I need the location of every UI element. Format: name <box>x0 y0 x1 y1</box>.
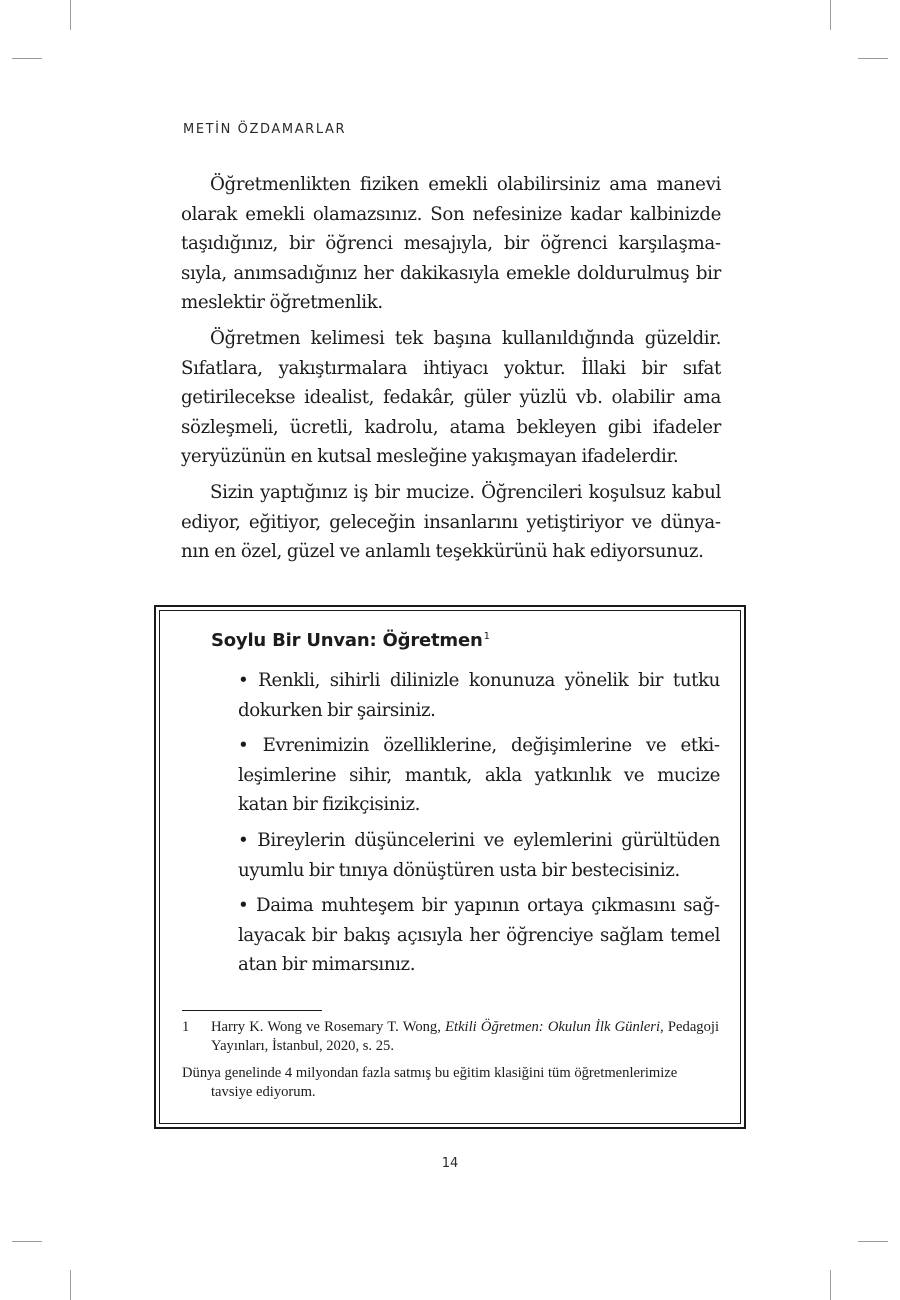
bullet-list <box>238 666 720 986</box>
page-number: 14 <box>441 1156 459 1171</box>
crop-mark <box>830 1270 831 1300</box>
crop-mark <box>70 1270 71 1300</box>
footnote-publisher: , Pedagoji Yayınları, İstanbul, 2020, s. 25. <box>211 1019 719 1054</box>
bullet-item: • Daima muhteşem bir yapının ortaya çıkmasını sağlayacak bir bakış açısıyla her öğrenciye sağlam temel atan bir mimarsınız. <box>238 895 720 976</box>
crop-mark <box>12 58 42 59</box>
footnote-note <box>182 1064 719 1102</box>
paragraph: Öğretmen kelimesi tek başına kullanıldığında güzeldir. Sıfatlara, yakıştırmalara ihtiyacı yoktur. İllaki bir sıfat getirilecekse idealist, fedakâr, güler yüzlü vb. olabilir ama sözleşmeli, ücretli, kadrolu, atama bekleyen gibi ifadeler yeryüzünün en kutsal mesleğine yakışmayan ifadelerdir. <box>181 327 721 468</box>
paragraph: Öğretmenlikten fiziken emekli olabilirsiniz ama manevi olarak emekli olamazsınız. Son nefesinize kadar kalbinizde taşıdığınız, bir öğrenci mesajıyla, bir öğrenci karşılaşmasıyla, anımsadığınız her dakikasıyla emekle doldurulmuş bir meslektir öğretmenlik. <box>181 174 721 314</box>
running-head: METİN ÖZDAMARLAR <box>183 122 347 137</box>
footnote-citation <box>211 1018 719 1056</box>
crop-mark <box>830 0 831 30</box>
footnote-authors: Harry K. Wong ve Rosemary T. Wong, <box>211 1019 441 1035</box>
footnote-note-line: tavsiye ediyorum. <box>211 1084 316 1100</box>
paragraph: Sizin yaptığınız iş bir mucize. Öğrencileri koşulsuz kabul ediyor, eğitiyor, geleceğin insanlarını yetiştiriyor ve dünyanın en özel, güzel ve anlamlı teşekkürünü hak ediyorsunuz. <box>181 481 721 563</box>
box-title-text: Soylu Bir Unvan: Öğretmen <box>211 630 483 651</box>
crop-mark <box>12 1241 42 1242</box>
crop-mark <box>858 58 888 59</box>
footnote-number: 1 <box>182 1019 190 1035</box>
footnote-book-title: Etkili Öğretmen: Okulun İlk Günleri <box>445 1019 661 1035</box>
body-text <box>181 170 721 573</box>
bullet-item: • Evrenimizin özelliklerine, değişimlerine ve etkileşimlerine sihir, mantık, akla yatkınlık ve mucize katan bir fizikçisiniz. <box>238 735 720 816</box>
box-title <box>211 630 490 651</box>
footnote <box>182 1018 719 1102</box>
footnote-note-line: Dünya genelinde 4 milyondan fazla satmış bu eğitim klasiğini tüm öğretmenlerimize <box>182 1065 678 1081</box>
crop-mark <box>70 0 71 30</box>
footnote-rule <box>182 1010 322 1011</box>
bullet-item: • Renkli, sihirli dilinizle konunuza yönelik bir tutku dokurken bir şairsiniz. <box>238 670 720 721</box>
bullet-item: • Bireylerin düşüncelerini ve eylemlerini gürültüden uyumlu bir tınıya dönüştüren usta bir bestecisiniz. <box>238 829 720 881</box>
footnote-marker: 1 <box>483 631 490 642</box>
crop-mark <box>858 1241 888 1242</box>
